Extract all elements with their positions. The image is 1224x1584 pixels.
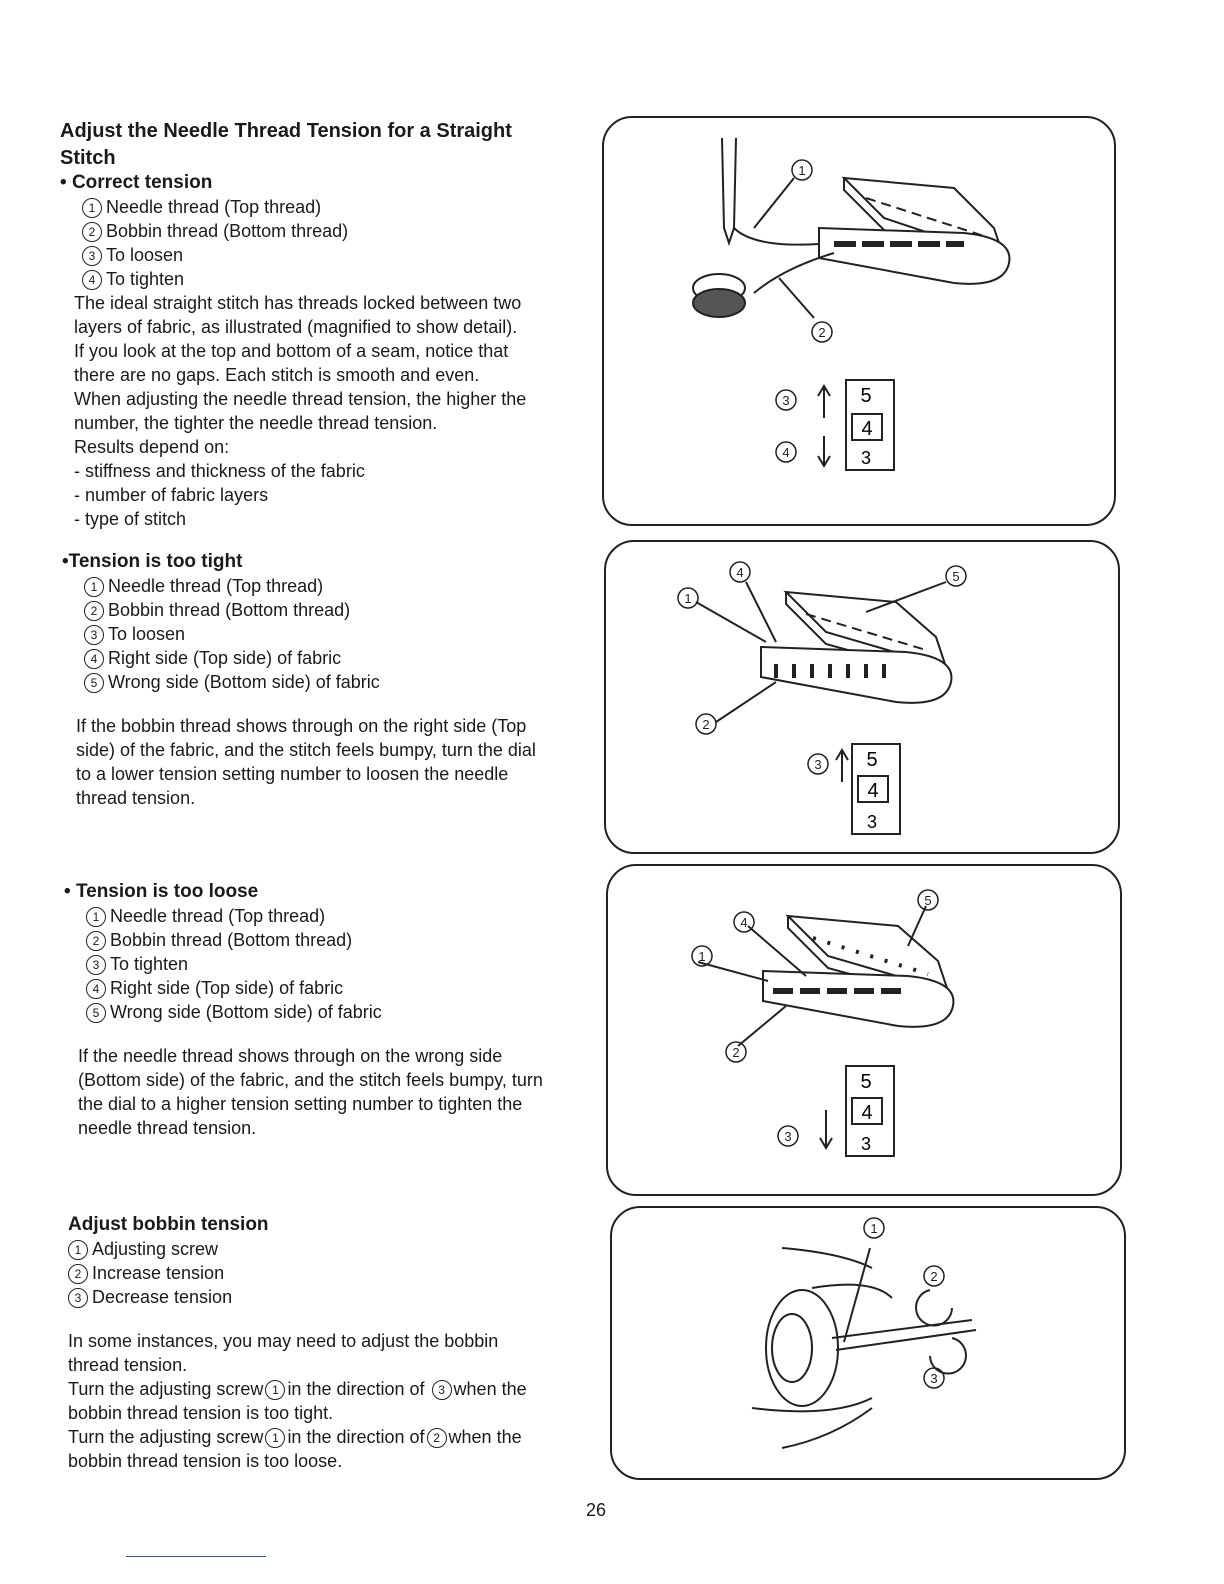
svg-text:5: 5	[952, 569, 960, 584]
loose-tension-heading: Tension is too loose	[75, 881, 259, 902]
bobbin-tension-illustration	[610, 1206, 1126, 1480]
loose-tension-illustration	[606, 864, 1122, 1196]
list-item: 1 Adjusting screw	[68, 1237, 598, 1261]
svg-text:5: 5	[924, 893, 932, 908]
list-item: 5 Wrong side (Bottom side) of fabric	[86, 1000, 594, 1024]
screwdriver-icon	[832, 1320, 972, 1338]
correct-tension-list	[60, 195, 580, 291]
tight-tension-illustration	[604, 540, 1120, 854]
list-item: 1 Needle thread (Top thread)	[86, 904, 594, 928]
loose-tension-section: • Tension is too loose 1 Needle thread (Top thread) 2 Bobbin thread (Bottom thread) 3 To tighten 4 Right side (Top side) of fabric 5 Wrong side (Bottom side) of fabric If the needle thread shows through on the wrong side (Bottom side) of the fabric, and the stitch feels bumpy, turn the dial to a higher tension setting number to tighten the needle thread tension.	[64, 880, 594, 1140]
loose-tension-list	[64, 904, 594, 1024]
svg-text:1: 1	[798, 163, 806, 178]
svg-text:3: 3	[782, 393, 790, 408]
tight-tension-list	[62, 574, 592, 694]
svg-text:4: 4	[740, 915, 748, 930]
svg-text:3: 3	[930, 1371, 938, 1386]
tight-tension-heading: Tension is too tight	[68, 551, 243, 572]
svg-text:3: 3	[860, 448, 872, 468]
correct-tension-illustration	[602, 116, 1116, 526]
footer-rule	[126, 1556, 266, 1557]
svg-text:5: 5	[860, 385, 872, 407]
list-item: 3 Decrease tension	[68, 1285, 598, 1309]
correct-tension-section: • Correct tension 1 Needle thread (Top thread) 2 Bobbin thread (Bottom thread) 3 To loosen 4 To tighten The ideal straight stitch has threads locked between two layers of fabric, as illustrated (magnified to show detail). If you look at the top and bottom of a seam, notice that there are no gaps. Each stitch is smooth and even. When adjusting the needle thread tension, the higher the number, the tighter the needle thread tension. Results depend on: - stiffness and thickness of the fabric - number of fabric layers - type of stitch	[60, 171, 580, 531]
svg-text:3: 3	[860, 1134, 872, 1154]
bobbin-tension-section	[68, 1213, 598, 1473]
bobbin-tension-list	[68, 1237, 598, 1309]
list-item: 1 Needle thread (Top thread)	[84, 574, 592, 598]
tight-tension-body: If the bobbin thread shows through on the right side (Top side) of the fabric, and the stitch feels bumpy, turn the dial to a lower tension setting number to loosen the needle thread tension.	[76, 716, 536, 808]
svg-text:2: 2	[702, 717, 710, 732]
svg-text:1: 1	[870, 1221, 878, 1236]
tight-tension-section: •Tension is too tight 1 Needle thread (Top thread) 2 Bobbin thread (Bottom thread) 3 To loosen 4 Right side (Top side) of fabric 5 Wrong side (Bottom side) of fabric If the bobbin thread shows through on the right side (Top side) of the fabric, and the stitch feels bumpy, turn the dial to a lower tension setting number to loosen the needle thread tension.	[62, 550, 592, 810]
needle-icon	[722, 138, 736, 243]
list-item: 4 Right side (Top side) of fabric	[84, 646, 592, 670]
svg-text:3: 3	[814, 757, 822, 772]
list-item: 1 Needle thread (Top thread)	[82, 195, 580, 219]
list-item: 2 Bobbin thread (Bottom thread)	[82, 219, 580, 243]
list-item: 4 Right side (Top side) of fabric	[86, 976, 594, 1000]
list-item: 4 To tighten	[82, 267, 580, 291]
svg-text:4: 4	[861, 418, 873, 440]
bobbin-tension-heading: Adjust bobbin tension	[68, 1214, 269, 1235]
list-item: 2 Bobbin thread (Bottom thread)	[84, 598, 592, 622]
page-number: 26	[586, 1500, 607, 1520]
loose-tension-body: If the needle thread shows through on the wrong side (Bottom side) of the fabric, and the stitch feels bumpy, turn the dial to a higher tension setting number to tighten the needle thread tension.	[78, 1046, 543, 1138]
svg-text:3: 3	[784, 1129, 792, 1144]
svg-text:5: 5	[860, 1071, 872, 1093]
list-item: 3 To loosen	[84, 622, 592, 646]
svg-text:4: 4	[782, 445, 790, 460]
correct-tension-body: The ideal straight stitch has threads locked between two layers of fabric, as illustrated (magnified to show detail). If you look at the top and bottom of a seam, notice that there are no gaps. Each stitch is smooth and even. When adjusting the needle thread tension, the higher the number, the tighter the needle thread tension. Results depend on: - stiffness and thickness of the fabric - number of fabric layers - type of stitch	[74, 293, 527, 529]
bobbin-tension-body: In some instances, you may need to adjust the bobbin thread tension. Turn the adjusting screw 1 in the direction of 3 when the bobbin thread tension is too tight. Turn the adjusting screw 1 in the direction of 2 when the bobbin thread tension is too loose.	[68, 1331, 527, 1471]
svg-text:1: 1	[684, 591, 692, 606]
svg-text:1: 1	[698, 949, 706, 964]
page-title: Adjust the Needle Thread Tension for a Straight Stitch	[60, 120, 512, 169]
svg-text:2: 2	[930, 1269, 938, 1284]
tension-dial-icon	[846, 1066, 894, 1156]
list-item: 3 To tighten	[86, 952, 594, 976]
svg-text:2: 2	[732, 1045, 740, 1060]
svg-text:5: 5	[866, 749, 878, 771]
svg-text:4: 4	[736, 565, 744, 580]
svg-text:4: 4	[867, 780, 879, 802]
list-item: 5 Wrong side (Bottom side) of fabric	[84, 670, 592, 694]
rotate-increase-icon	[916, 1290, 952, 1326]
bobbin-case-icon	[766, 1290, 838, 1406]
correct-tension-heading: Correct tension	[71, 172, 213, 193]
tension-dial-icon	[852, 744, 900, 834]
svg-text:4: 4	[861, 1102, 873, 1124]
tension-dial-icon	[846, 380, 894, 470]
list-item: 2 Bobbin thread (Bottom thread)	[86, 928, 594, 952]
svg-text:3: 3	[866, 812, 878, 832]
list-item: 2 Increase tension	[68, 1261, 598, 1285]
svg-text:2: 2	[818, 325, 826, 340]
list-item: 3 To loosen	[82, 243, 580, 267]
